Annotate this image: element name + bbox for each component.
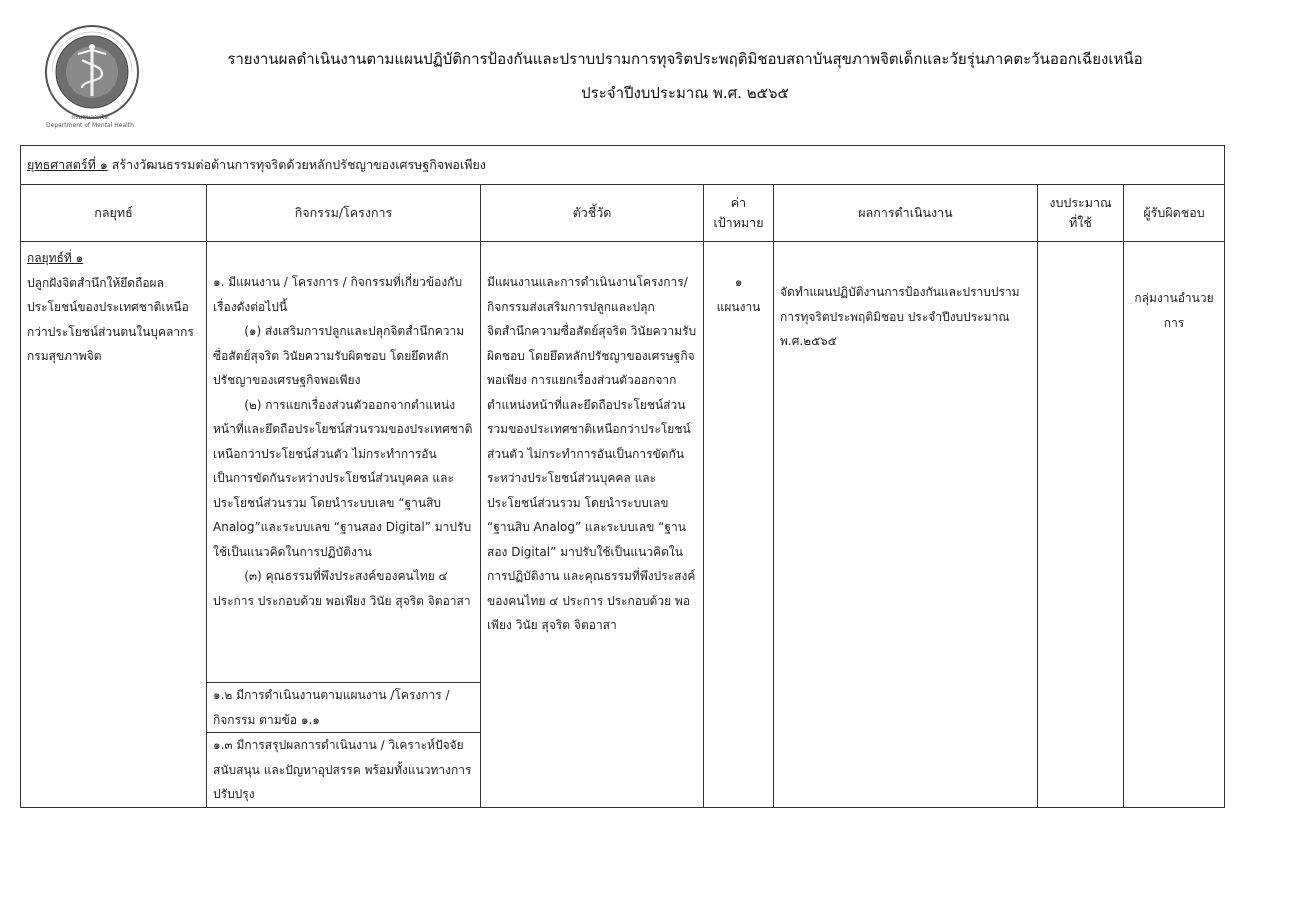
logo-caption-en: Department of Mental Health (46, 122, 134, 129)
activity-cell-1 (207, 242, 481, 683)
result-cell (774, 242, 1038, 808)
activity-3: ๑.๓ มีการสรุปผลการดำเนินงาน / วิเคราะห์ปัจจัยสนับสนุน และปัญหาอุปสรรค พร้อมทั้งแนวทางการปรับปรุง (213, 738, 472, 801)
col-header-budget-l2: ที่ใช้ (1069, 215, 1092, 230)
report-title-line1: รายงานผลดำเนินงานตามแผนปฏิบัติการป้องกันและปราบปรามการทุจริตประพฤติมิชอบสถาบันสุขภาพจิตเด็กและวัยรุ่นภาคตะวันออกเฉียงเหนือ (227, 50, 1143, 68)
activity-1-1: (๑) ส่งเสริมการปลูกและปลุกจิตสำนึกความซื่อสัตย์สุจริต วินัยความรับผิดชอบ โดยยึดหลักปรัชญาของเศรษฐกิจพอเพียง (213, 324, 465, 387)
tactic-cell (21, 242, 207, 808)
activity-cell-2 (207, 683, 481, 733)
indicator-cell (481, 242, 704, 808)
strategy-heading (21, 146, 1225, 185)
target-value: ๑ (734, 275, 743, 289)
strategy-text: สร้างวัฒนธรรมต่อต้านการทุจริตด้วยหลักปรัชญาของเศรษฐกิจพอเพียง (107, 156, 486, 172)
owner-cell (1124, 242, 1225, 808)
report-title (180, 42, 1190, 110)
col-header-activity: กิจกรรม/โครงการ (207, 185, 481, 242)
col-header-owner: ผู้รับผิดชอบ (1124, 185, 1225, 242)
col-header-indicator: ตัวชี้วัด (481, 185, 704, 242)
tactic-text: ปลูกฝังจิตสำนึกให้ยึดถือผลประโยชน์ของประเทศชาติเหนือกว่าประโยชน์ส่วนตนในบุคลากรกรมสุขภาพจิต (27, 275, 194, 363)
activity-2: ๑.๒ มีการดำเนินงานตามแผนงาน /โครงการ / กิจกรรม ตามข้อ ๑.๑ (213, 688, 450, 727)
target-unit: แผนงาน (716, 299, 761, 314)
col-header-result: ผลการดำเนินงาน (774, 185, 1038, 242)
logo-caption-th: กรมสุขภาพจิต (71, 114, 109, 121)
activity-1-3: (๓) คุณธรรมที่พึงประสงค์ของคนไทย ๔ ประการ ประกอบด้วย พอเพียง วินัย สุจริต จิตอาสา (213, 569, 471, 608)
col-header-budget (1038, 185, 1124, 242)
col-header-budget-l1: งบประมาณ (1049, 195, 1112, 210)
strategy-label: ยุทธศาสตร์ที่ ๑ (27, 156, 108, 172)
result-text: จัดทำแผนปฏิบัติงานการป้องกันและปราบปรามการทุจริตประพฤติมิชอบ ประจำปีงบประมาณ พ.ศ.๒๕๖๕ (780, 285, 1020, 348)
logo-caption (26, 114, 154, 130)
col-header-target (704, 185, 774, 242)
action-plan-table (20, 145, 1225, 808)
indicator-text: มีแผนงานและการดำเนินงานโครงการ/กิจกรรมส่งเสริมการปลูกและปลุกจิตสำนึกความซื่อสัตย์สุจริต วินัยความรับผิดชอบ โดยยึดหลักปรัชญาของเศรษฐกิจพอเพียง การแยกเรื่องส่วนตัวออกจากตำแหน่งหน้าที่และยึดถือประโยชน์ส่วนรวมของประเทศชาติเหนือกว่าประโยชน์ส่วนตัว ไม่กระทำการอันเป็นการขัดกันระหว่างประโยชน์ส่วนบุคคล และประโยชน์ส่วนรวม โดยนำระบบเลข “ฐานสิบ Analog” และระบบเลข “ฐานสอง Digital” มาปรับใช้เป็นแนวคิดในการปฏิบัติงาน และคุณธรรมที่พึงประสงค์ของคนไทย ๔ ประการ ประกอบด้วย พอเพียง วินัย สุจริต จิตอาสา (487, 275, 697, 632)
tactic-label: กลยุทธ์ที่ ๑ (27, 251, 84, 265)
col-header-target-l1: ค่า (730, 195, 747, 210)
table-row (21, 242, 1225, 683)
report-title-line2: ประจำปีงบประมาณ พ.ศ. ๒๕๖๕ (581, 84, 789, 102)
activity-cell-3 (207, 733, 481, 808)
owner-text: กลุ่มงานอำนวยการ (1134, 291, 1214, 330)
col-header-tactic: กลยุทธ์ (21, 185, 207, 242)
budget-cell (1038, 242, 1124, 808)
activity-1: ๑. มีแผนงาน / โครงการ / กิจกรรมที่เกี่ยวข้องกับเรื่องดังต่อไปนี้ (213, 275, 463, 314)
activity-1-2: (๒) การแยกเรื่องส่วนตัวออกจากตำแหน่งหน้าที่และยึดถือประโยชน์ส่วนรวมของประเทศชาติเหนือกว่าประโยชน์ส่วนตัว ไม่กระทำการอันเป็นการขัดกันระหว่างประโยชน์ส่วนบุคคล และประโยชน์ส่วนรวม โดยนำระบบเลข “ฐานสิบ Analog”และระบบเลข “ฐานสอง Digital” มาปรับใช้เป็นแนวคิดในการปฏิบัติงาน (213, 397, 473, 559)
column-header-row (21, 185, 1225, 242)
col-header-target-l2: เป้าหมาย (713, 215, 764, 230)
target-cell (704, 242, 774, 808)
